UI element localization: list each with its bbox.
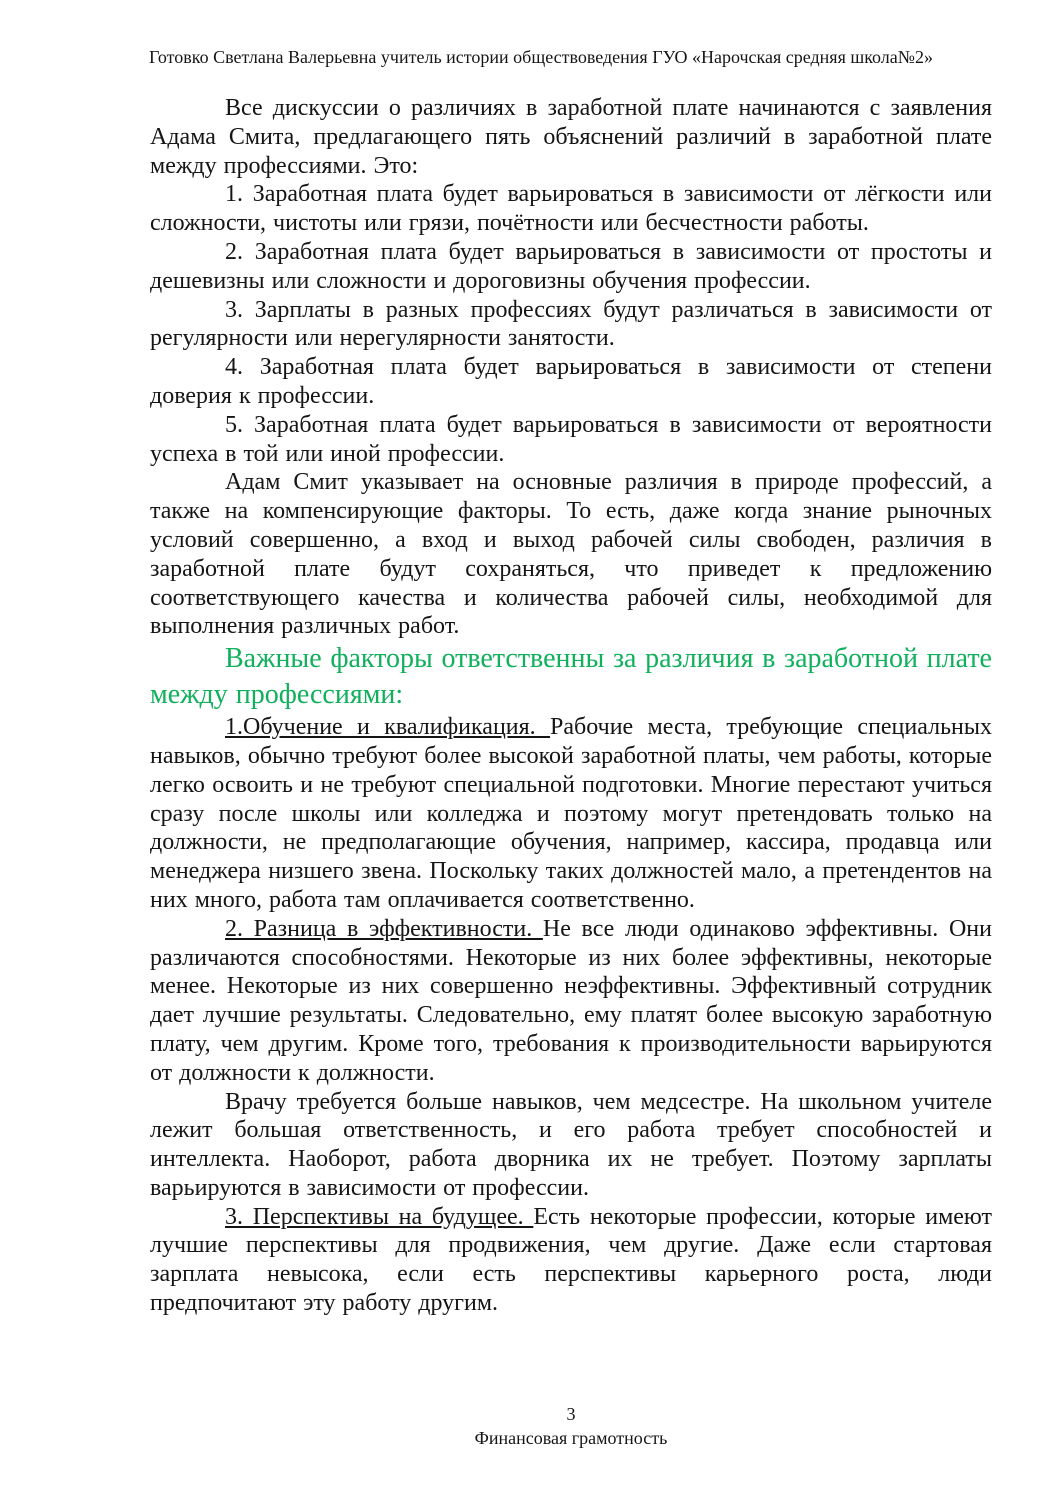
author-line: Готовко Светлана Валерьевна учитель истории обществоведения ГУО «Нарочская средняя школа№2» (149, 47, 933, 67)
paragraph-text: 1. Заработная плата будет варьироваться в зависимости от лёгкости или сложности, чистоты или грязи, почётности или бесчестности работы. (150, 181, 992, 237)
paragraph-text: Все дискуссии о различиях в заработной плате начинаются с заявления Адама Смита, предлагающего пять объяснений различий в заработной плате между профессиями. Это: (150, 95, 992, 179)
page-header (120, 46, 962, 68)
paragraph (150, 180, 992, 238)
paragraph-lead: 3. Перспективы на будущее. (225, 1203, 534, 1230)
paragraph (150, 713, 992, 915)
paragraph (150, 915, 992, 1088)
paragraph (150, 353, 992, 411)
paragraph-text: 4. Заработная плата будет варьироваться в зависимости от степени доверия к профессии. (150, 354, 992, 409)
paragraph-lead: 1.Обучение и квалификация. (225, 714, 551, 741)
document-body (150, 94, 992, 1318)
page-footer (150, 1402, 992, 1450)
paragraph-text: 5. Заработная плата будет варьироваться в зависимости от вероятности успеха в той или иной профессии. (150, 411, 992, 467)
paragraph (150, 468, 992, 641)
footer-title: Финансовая грамотность (474, 1428, 668, 1448)
paragraph-text: Есть некоторые профессии, которые имеют лучшие перспективы для продвижения, чем другие. Даже если стартовая зарплата невысока, если есть перспективы карьерного роста, люди предпочитают эту работу другим. (150, 1203, 993, 1317)
paragraph (150, 411, 992, 469)
paragraph-text: 3. Зарплаты в разных профессиях будут различаться в зависимости от регулярности или нерегулярности занятости. (150, 296, 992, 352)
paragraph (150, 238, 992, 296)
paragraph (150, 1088, 992, 1203)
paragraph-text: Рабочие места, требующие специальных навыков, обычно требуют более высокой заработной платы, чем работы, которые легко освоить и не требуют специальной подготовки. Многие перестают учиться сразу после школы или колледжа и поэтому могут претендовать только на должности, не предполагающие обучения, например, кассира, продавца или менеджера низшего звена. Поскольку таких должностей мало, а претендентов на них много, работа там оплачивается соответственно. (150, 714, 993, 913)
paragraph-text: Адам Смит указывает на основные различия в природе профессий, а также на компенсирующие факторы. То есть, даже когда знание рыночных условий совершенно, а вход и выход рабочей силы свободен, различия в заработной плате будут сохраняться, что приведет к предложению соответствующего качества и количества рабочей силы, необходимой для выполнения различных работ. (150, 469, 992, 640)
paragraph-lead: 2. Разница в эффективности. (225, 915, 543, 942)
page-number: 3 (566, 1404, 576, 1424)
paragraph-text: Не все люди одинаково эффективны. Они различаются способностями. Некоторые из них более эффективны, некоторые менее. Некоторые из них совершенно неэффективны. Эффективный сотрудник дает лучшие результаты. Следовательно, ему платят более высокую заработную плату, чем другим. Кроме того, требования к производительности варьируются от должности к должности. (150, 915, 992, 1086)
paragraph-text: Врачу требуется больше навыков, чем медсестре. На школьном учителе лежит большая ответственность, и его работа требует способностей и интеллекта. Наоборот, работа дворника их не требует. Поэтому зарплаты варьируются в зависимости от профессии. (150, 1088, 992, 1201)
paragraph (150, 94, 992, 180)
paragraph (150, 296, 992, 354)
paragraph (150, 1203, 992, 1318)
section-heading: Важные факторы ответственны за различия в заработной плате между профессиями: (150, 643, 992, 711)
paragraph-text: 2. Заработная плата будет варьироваться в зависимости от простоты и дешевизны или сложности и дороговизны обучения профессии. (150, 238, 992, 294)
